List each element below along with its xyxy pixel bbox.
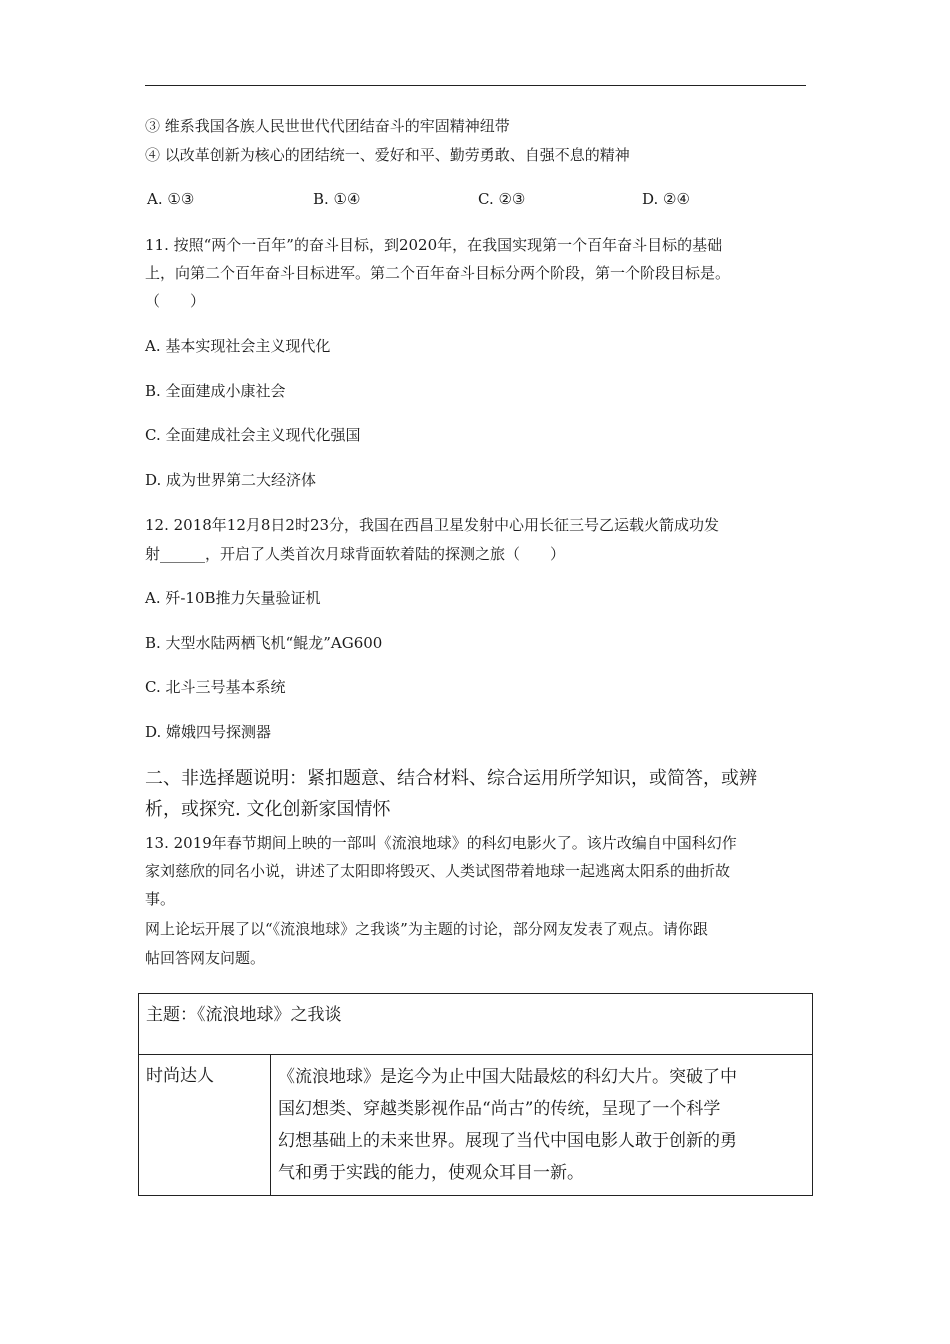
q11-option-c: C. 全面建成社会主义现代化强国 xyxy=(145,426,361,444)
table-content-line: 气和勇于实践的能力，使观众耳目一新。 xyxy=(278,1163,584,1183)
table-topic: 主题：《流浪地球》之我谈 xyxy=(146,1005,342,1025)
table-topic-cell xyxy=(139,994,813,1055)
q10-option-c: C. ②③ xyxy=(478,190,526,208)
q10-option-d: D. ②④ xyxy=(642,190,690,208)
q13-line-1: 13. 2019年春节期间上映的一部叫《流浪地球》的科幻电影火了。该片改编自中国科幻作 xyxy=(145,834,737,852)
q12-option-a: A. 歼-10B推力矢量验证机 xyxy=(145,589,321,607)
q12-option-c: C. 北斗三号基本系统 xyxy=(145,678,286,696)
q10-options xyxy=(145,189,765,209)
section2-heading-line-2: 析，或探究. 文化创新家国情怀 xyxy=(145,799,391,820)
section2-heading-line-1: 二、非选择题说明：紧扣题意、结合材料、综合运用所学知识，或简答，或辨 xyxy=(145,768,757,789)
q10-option-a: A. ①③ xyxy=(147,190,195,208)
q11-stem-line-2: 上，向第二个百年奋斗目标进军。第二个百年奋斗目标分两个阶段，第一个阶段目标是。 xyxy=(145,264,731,282)
q12-option-b: B. 大型水陆两栖飞机“鲲龙”AG600 xyxy=(145,634,383,652)
q11-option-b: B. 全面建成小康社会 xyxy=(145,382,286,400)
q10-item-3: ③ 维系我国各族人民世世代代团结奋斗的牢固精神纽带 xyxy=(145,117,510,135)
discussion-table xyxy=(138,993,813,1196)
q13-line-2: 家刘慈欣的同名小说，讲述了太阳即将毁灭、人类试图带着地球一起逃离太阳系的曲折故 xyxy=(145,862,731,880)
table-row xyxy=(139,1055,813,1196)
table-content-line: 国幻想类、穿越类影视作品“尚古”的传统，呈现了一个科学 xyxy=(278,1099,721,1119)
q12-stem-line-2: 射______，开启了人类首次月球背面软着陆的探测之旅（ ） xyxy=(145,545,566,563)
q13-line-3: 事。 xyxy=(145,890,176,908)
table-content-line: 《流浪地球》是迄今为止中国大陆最炫的科幻大片。突破了中 xyxy=(278,1067,737,1087)
q13-line-4: 网上论坛开展了以“《流浪地球》之我谈”为主题的讨论，部分网友发表了观点。请你跟 xyxy=(145,920,708,938)
q11-stem-line-1: 11. 按照“两个一百年”的奋斗目标，到2020年，在我国实现第一个百年奋斗目标的基础 xyxy=(145,236,723,254)
q13-line-5: 帖回答网友问题。 xyxy=(145,949,266,967)
q12-stem-line-1: 12. 2018年12月8日2时23分，我国在西昌卫星发射中心用长征三号乙运载火箭成功发 xyxy=(145,516,720,534)
table-content-cell xyxy=(271,1055,813,1196)
table-row-topic xyxy=(139,994,813,1055)
q12-option-d: D. 嫦娥四号探测器 xyxy=(145,723,272,741)
q11-option-d: D. 成为世界第二大经济体 xyxy=(145,471,317,489)
q10-item-4: ④ 以改革创新为核心的团结统一、爱好和平、勤劳勇敢、自强不息的精神 xyxy=(145,146,630,164)
table-content-line: 幻想基础上的未来世界。展现了当代中国电影人敢于创新的勇 xyxy=(278,1131,737,1151)
header-rule xyxy=(145,85,806,86)
table-label-cell xyxy=(139,1055,271,1196)
q11-option-a: A. 基本实现社会主义现代化 xyxy=(145,337,331,355)
q11-stem-line-3: （ ） xyxy=(145,292,206,310)
table-label: 时尚达人 xyxy=(146,1066,214,1086)
q10-option-b: B. ①④ xyxy=(313,190,361,208)
